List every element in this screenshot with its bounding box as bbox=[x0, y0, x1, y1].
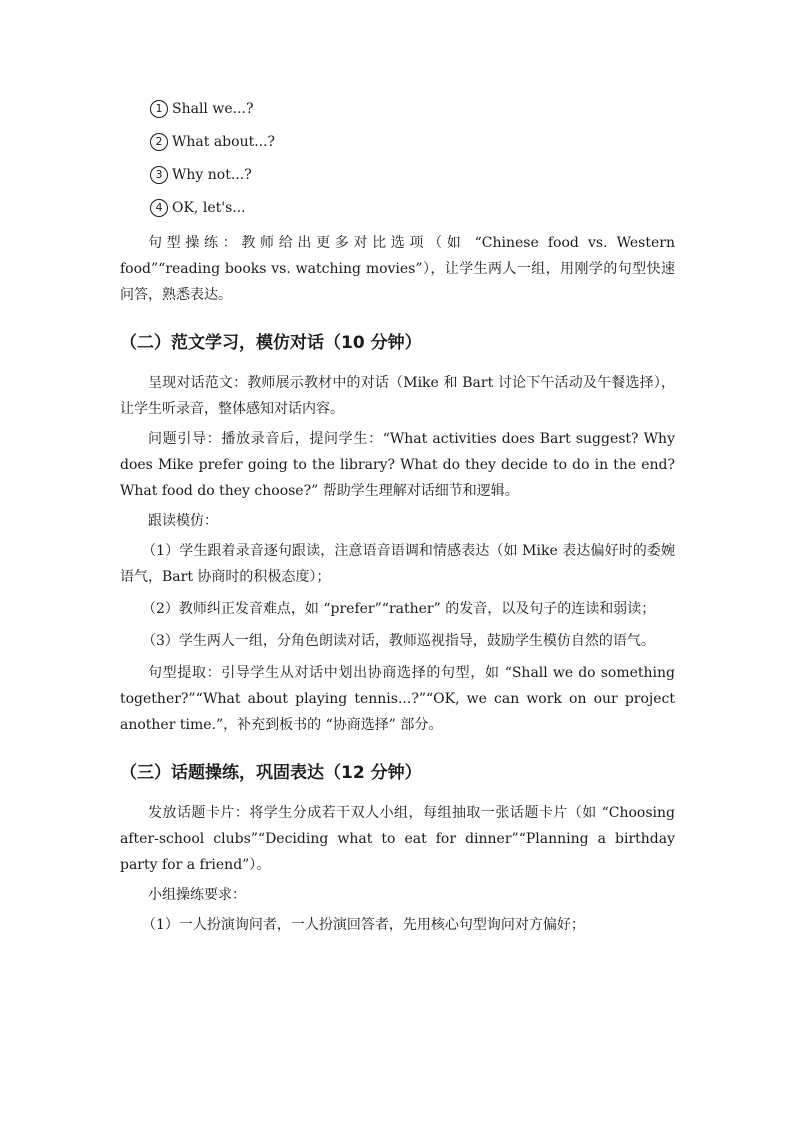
option-text: Why not...? bbox=[172, 167, 252, 183]
sub-item-text: 学生两人一组，分角色朗读对话，教师巡视指导，鼓励学生模仿自然的语气。 bbox=[178, 633, 655, 649]
paragraph-group-requirements: 小组操练要求： bbox=[148, 887, 246, 903]
sub-item-2 bbox=[120, 596, 675, 622]
paragraph-pattern-extract: 句型提取：引导学生从对话中划出协商选择的句型，如 “Shall we do something together?”“What about playing tennis...?”“OK, we can work on our project another time.”，补充到板书的 “协商选择” 部分。 bbox=[120, 665, 675, 733]
paragraph-follow-read: 跟读模仿： bbox=[148, 513, 218, 529]
sub-item-text: 教师纠正发音难点，如 “prefer”“rather” 的发音，以及句子的连读和弱读； bbox=[178, 601, 656, 617]
option-text: OK, let's... bbox=[172, 200, 246, 216]
option-item-2 bbox=[150, 131, 675, 153]
paragraph-question-guide: 问题引导：播放录音后，提问学生：“What activities does Bart suggest? Why does Mike prefer going to the library? What do they decide to do in the end? What food do they choose?” 帮助学生理解对话细节和逻辑。 bbox=[120, 431, 675, 499]
option-item-4 bbox=[150, 197, 675, 219]
section-heading-2: （二）范文学习，模仿对话（10 分钟） bbox=[120, 333, 422, 353]
option-text: What about...? bbox=[172, 134, 276, 150]
circled-number: 3 bbox=[150, 166, 168, 184]
option-item-3 bbox=[150, 164, 675, 186]
sub-item-number: （1） bbox=[142, 917, 179, 933]
sub-item-3 bbox=[120, 628, 675, 654]
sub-item-number: （3） bbox=[142, 633, 179, 649]
sub-item-number: （1） bbox=[142, 543, 180, 559]
circled-number: 4 bbox=[150, 199, 168, 217]
document-body bbox=[120, 98, 675, 944]
sub-item-text: 学生跟着录音逐句跟读，注意语音语调和情感表达（如 Mike 表达偏好时的委婉语气，Bart 协商时的积极态度）； bbox=[120, 543, 675, 585]
sub-item-text: 一人扮演询问者，一人扮演回答者，先用核心句型询问对方偏好； bbox=[178, 917, 585, 933]
paragraph-topic-cards: 发放话题卡片：将学生分成若干双人小组，每组抽取一张话题卡片（如 “Choosing after-school clubs”“Deciding what to eat for dinner”“Planning a birthday party for a friend”）。 bbox=[120, 805, 675, 873]
sub-item-1 bbox=[120, 538, 675, 590]
sub-item-1 bbox=[120, 912, 675, 938]
section-heading-3: （三）话题操练，巩固表达（12 分钟） bbox=[120, 763, 422, 783]
paragraph-drill: 句型操练：教师给出更多对比选项（如 “Chinese food vs. Western food”“reading books vs. watching movies”），让学生两人一组，用刚学的句型快速问答，熟悉表达。 bbox=[120, 235, 675, 303]
paragraph-present-dialogue: 呈现对话范文：教师展示教材中的对话（Mike 和 Bart 讨论下午活动及午餐选择），让学生听录音，整体感知对话内容。 bbox=[120, 375, 675, 417]
option-text: Shall we...? bbox=[172, 101, 254, 117]
option-item-1 bbox=[150, 98, 675, 120]
sub-item-number: （2） bbox=[142, 601, 179, 617]
circled-number: 2 bbox=[150, 133, 168, 151]
circled-number: 1 bbox=[150, 100, 168, 118]
